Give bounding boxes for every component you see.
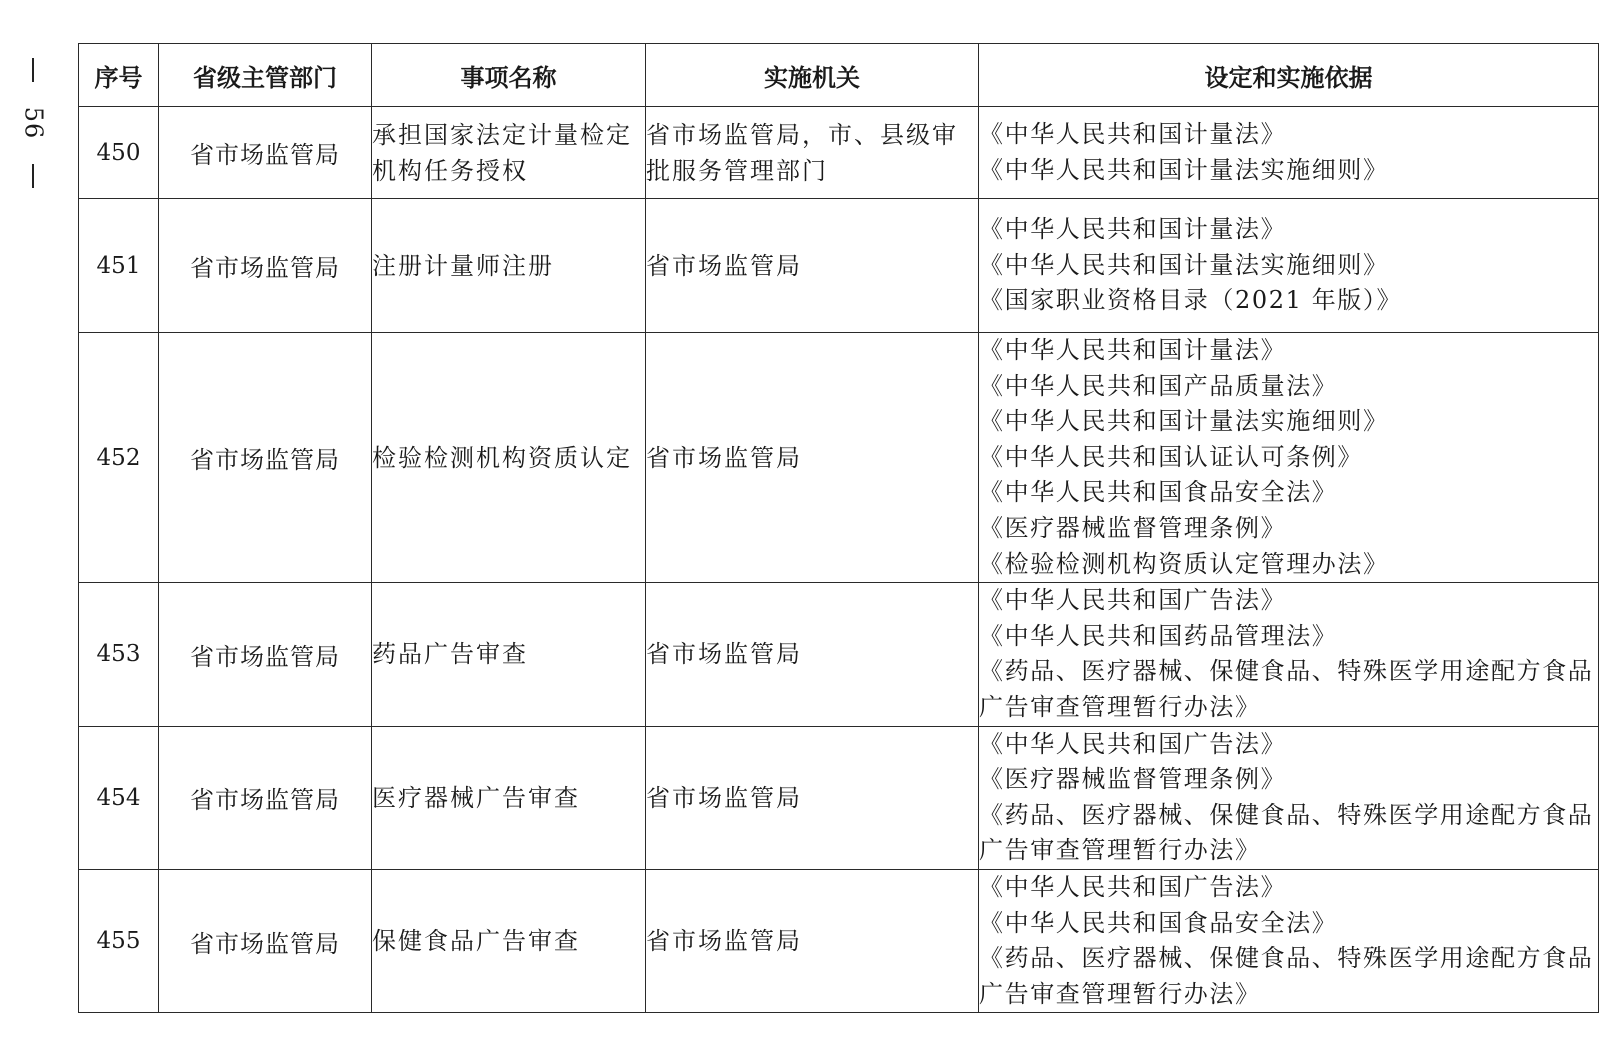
cell-basis: [979, 333, 1599, 583]
cell-basis: [979, 583, 1599, 726]
cell-name: 保健食品广告审查: [372, 869, 646, 1012]
cell-name: 注册计量师注册: [372, 199, 646, 333]
table-row: [79, 333, 1599, 583]
cell-name: 检验检测机构资质认定: [372, 333, 646, 583]
cell-dept: 省市场监管局: [159, 199, 372, 333]
basis-line: 《中华人民共和国食品安全法》: [979, 478, 1338, 507]
header-basis: 设定和实施依据: [979, 44, 1599, 107]
basis-line: 《医疗器械监督管理条例》: [979, 765, 1287, 794]
cell-agency: 省市场监管局: [646, 199, 979, 333]
cell-seq: 451: [79, 199, 159, 333]
cell-seq: 452: [79, 333, 159, 583]
basis-line: 《中华人民共和国广告法》: [979, 872, 1287, 901]
header-dept: 省级主管部门: [159, 44, 372, 107]
cell-agency: 省市场监管局: [646, 333, 979, 583]
basis-line: 《中华人民共和国计量法实施细则》: [979, 407, 1389, 436]
basis-line: 《中华人民共和国药品管理法》: [979, 621, 1338, 650]
page-number: [18, 58, 48, 188]
page-number-dash-top: [32, 58, 34, 82]
table-row: [79, 869, 1599, 1012]
cell-name: 医疗器械广告审查: [372, 726, 646, 869]
basis-line: 《中华人民共和国计量法》: [979, 119, 1287, 148]
header-row: [79, 44, 1599, 107]
cell-dept: 省市场监管局: [159, 583, 372, 726]
basis-line: 《国家职业资格目录（2021 年版）》: [979, 286, 1403, 315]
basis-line: 《中华人民共和国计量法》: [979, 336, 1287, 364]
basis-line: 《中华人民共和国计量法实施细则》: [979, 155, 1389, 184]
page-number-value: 56: [19, 106, 48, 140]
cell-basis: [979, 107, 1599, 199]
cell-name: 承担国家法定计量检定机构任务授权: [372, 107, 646, 199]
basis-line: 《医疗器械监督管理条例》: [979, 513, 1287, 542]
cell-basis: [979, 199, 1599, 333]
cell-basis: [979, 726, 1599, 869]
basis-line: 《中华人民共和国计量法实施细则》: [979, 250, 1389, 279]
basis-line: 《中华人民共和国认证认可条例》: [979, 442, 1363, 471]
page-number-dash-bottom: [32, 164, 34, 188]
basis-line: 《中华人民共和国广告法》: [979, 586, 1287, 615]
cell-basis: [979, 869, 1599, 1012]
basis-line: 《中华人民共和国产品质量法》: [979, 371, 1338, 400]
basis-line: 《中华人民共和国食品安全法》: [979, 908, 1338, 937]
cell-agency: 省市场监管局，市、县级审批服务管理部门: [646, 107, 979, 199]
cell-agency: 省市场监管局: [646, 583, 979, 726]
cell-seq: 453: [79, 583, 159, 726]
table-row: [79, 726, 1599, 869]
table-row: [79, 583, 1599, 726]
cell-dept: 省市场监管局: [159, 726, 372, 869]
cell-dept: 省市场监管局: [159, 869, 372, 1012]
cell-seq: 455: [79, 869, 159, 1012]
header-agency: 实施机关: [646, 44, 979, 107]
cell-name: 药品广告审查: [372, 583, 646, 726]
header-seq: 序号: [79, 44, 159, 107]
cell-seq: 454: [79, 726, 159, 869]
basis-line: 《检验检测机构资质认定管理办法》: [979, 549, 1389, 578]
cell-agency: 省市场监管局: [646, 726, 979, 869]
table-row: [79, 199, 1599, 333]
header-name: 事项名称: [372, 44, 646, 107]
cell-seq: 450: [79, 107, 159, 199]
basis-line: 《中华人民共和国广告法》: [979, 729, 1287, 758]
cell-agency: 省市场监管局: [646, 869, 979, 1012]
basis-line: 《药品、医疗器械、保健食品、特殊医学用途配方食品广告审查管理暂行办法》: [979, 657, 1594, 721]
cell-dept: 省市场监管局: [159, 333, 372, 583]
basis-line: 《中华人民共和国计量法》: [979, 215, 1287, 244]
basis-line: 《药品、医疗器械、保健食品、特殊医学用途配方食品广告审查管理暂行办法》: [979, 944, 1594, 1008]
table-row: [79, 107, 1599, 199]
matters-table: [78, 43, 1599, 1013]
cell-dept: 省市场监管局: [159, 107, 372, 199]
basis-line: 《药品、医疗器械、保健食品、特殊医学用途配方食品广告审查管理暂行办法》: [979, 800, 1594, 865]
